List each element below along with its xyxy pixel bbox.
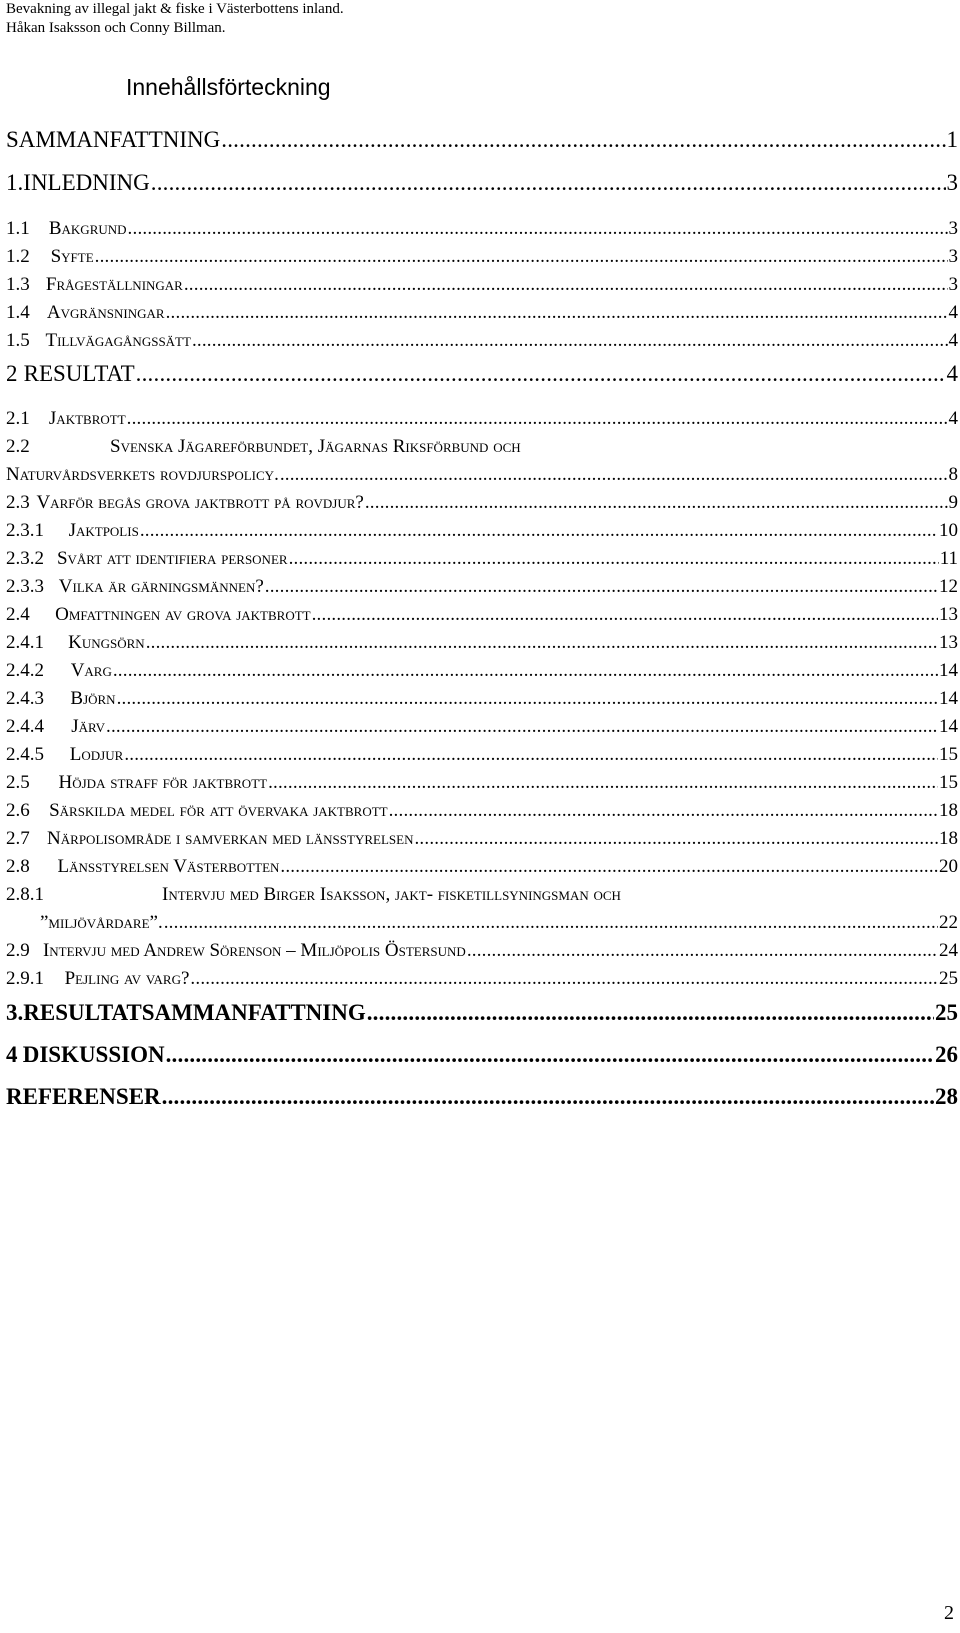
toc-entry[interactable] bbox=[6, 330, 958, 358]
toc-entry-title: RESULTAT bbox=[23, 361, 135, 386]
toc-entry-page: 24 bbox=[939, 940, 958, 961]
toc-entry-page: 14 bbox=[939, 688, 958, 709]
toc-entry-title: Svenska Jägareförbundet, Jägarnas Riksförbund och bbox=[110, 436, 521, 457]
toc-entry[interactable] bbox=[6, 940, 958, 968]
toc-entry-number: 2.4.1 bbox=[6, 632, 44, 653]
toc-entry-number: 2.3.1 bbox=[6, 520, 44, 541]
toc-entry-number: 1. bbox=[6, 170, 24, 195]
toc-entry[interactable] bbox=[6, 436, 958, 464]
toc-entry-number: 1.4 bbox=[6, 302, 30, 323]
dot-leader bbox=[136, 361, 946, 387]
toc-entry-title: Länsstyrelsen Västerbotten bbox=[57, 856, 280, 877]
toc-entry[interactable] bbox=[6, 828, 958, 856]
toc-entry[interactable] bbox=[6, 408, 958, 436]
dot-leader bbox=[95, 246, 948, 268]
toc-entry-number: 2.4.2 bbox=[6, 660, 44, 681]
toc-entry-title: Närpolisområde i samverkan med länsstyrelsen bbox=[47, 828, 414, 849]
toc-entry-title: Höjda straff för jaktbrott bbox=[58, 772, 268, 793]
toc-entry-continuation[interactable] bbox=[6, 464, 958, 492]
toc-entry-page: 14 bbox=[939, 716, 958, 737]
toc-entry-page: 14 bbox=[939, 660, 958, 681]
toc-entry-page: 12 bbox=[939, 576, 958, 597]
toc-entry-title: SAMMANFATTNING bbox=[6, 127, 221, 152]
dot-leader bbox=[265, 576, 938, 598]
toc-entry-title: Kungsörn bbox=[68, 632, 145, 653]
toc-entry-page: 10 bbox=[939, 520, 958, 541]
dot-leader bbox=[192, 330, 948, 352]
running-header-authors: Håkan Isaksson och Conny Billman. bbox=[6, 20, 226, 36]
toc-entry-title: Frågeställningar bbox=[45, 274, 183, 295]
toc-entry-number: 2.5 bbox=[6, 772, 30, 793]
dot-leader bbox=[184, 274, 948, 296]
dot-leader bbox=[127, 408, 948, 430]
toc-entry[interactable] bbox=[6, 548, 958, 576]
toc-entry-title: Särskilda medel för att övervaka jaktbrott bbox=[49, 800, 388, 821]
toc-entry-title: Intervju med Andrew Sörenson – Miljöpolis Östersund bbox=[42, 940, 466, 961]
toc-entry-title: Avgränsningar bbox=[46, 302, 165, 323]
toc-entry[interactable] bbox=[6, 716, 958, 744]
toc-entry[interactable] bbox=[6, 800, 958, 828]
toc-entry-number: 2.8 bbox=[6, 856, 30, 877]
toc-entry-title: Varför begås grova jaktbrott på rovdjur? bbox=[36, 492, 364, 513]
toc-entry-title: Svårt att identifiera personer bbox=[56, 548, 288, 569]
toc-entry-page: 13 bbox=[939, 604, 958, 625]
dot-leader bbox=[140, 520, 938, 542]
toc-entry-title: Lodjur bbox=[69, 744, 124, 765]
dot-leader bbox=[365, 492, 948, 514]
toc-entry-page: 4 bbox=[946, 361, 958, 386]
toc-entry-page: 26 bbox=[935, 1042, 958, 1067]
toc-entry-number: 2.1 bbox=[6, 408, 30, 429]
dot-leader bbox=[106, 716, 938, 738]
dot-leader bbox=[164, 912, 938, 934]
toc-entry[interactable] bbox=[6, 968, 958, 996]
toc-entry-number: 2.3.2 bbox=[6, 548, 44, 569]
toc-entry-number: 2.7 bbox=[6, 828, 30, 849]
toc-entry-page: 3 bbox=[948, 274, 958, 295]
dot-leader bbox=[166, 1042, 934, 1068]
toc-entry-number: 2.6 bbox=[6, 800, 30, 821]
toc-entry-page: 4 bbox=[948, 302, 958, 323]
toc-entry[interactable] bbox=[6, 576, 958, 604]
toc-entry[interactable] bbox=[6, 361, 958, 389]
dot-leader bbox=[113, 660, 938, 682]
toc-entry-number: 2.9.1 bbox=[6, 968, 44, 989]
toc-entry-page: 4 bbox=[948, 330, 958, 351]
toc-entry[interactable] bbox=[6, 660, 958, 688]
toc-entry[interactable] bbox=[6, 884, 958, 912]
toc-entry-continuation[interactable] bbox=[6, 912, 958, 940]
toc-entry-title: Syfte bbox=[50, 246, 94, 267]
toc-entry-title: Pejling av varg? bbox=[64, 968, 190, 989]
dot-leader bbox=[221, 127, 945, 153]
dot-leader bbox=[289, 548, 939, 570]
toc-entry[interactable] bbox=[6, 520, 958, 548]
toc-entry[interactable] bbox=[6, 170, 958, 198]
toc-entry-title: INLEDNING bbox=[23, 170, 150, 195]
dot-leader bbox=[268, 772, 938, 794]
toc-entry[interactable] bbox=[6, 856, 958, 884]
toc-entry-title: Intervju med Birger Isaksson, jakt- fisketillsyningsman och bbox=[162, 884, 621, 905]
dot-leader bbox=[280, 464, 948, 486]
dot-leader bbox=[312, 604, 938, 626]
toc-entry-title: DISKUSSION bbox=[22, 1042, 165, 1067]
toc-entry-title: Järv bbox=[71, 716, 106, 737]
toc-entry-title: Varg bbox=[70, 660, 112, 681]
toc-entry-number: 2.4.3 bbox=[6, 688, 44, 709]
toc-title: Innehållsförteckning bbox=[126, 74, 331, 100]
toc-entry-number: 2.3.3 bbox=[6, 576, 44, 597]
toc-entry-page: 3 bbox=[948, 246, 958, 267]
toc-entry-page: 4 bbox=[948, 408, 958, 429]
toc-entry[interactable] bbox=[6, 772, 958, 800]
toc-entry-title: Björn bbox=[70, 688, 116, 709]
dot-leader bbox=[414, 828, 938, 850]
dot-leader bbox=[367, 1000, 934, 1026]
toc-entry-page: 22 bbox=[939, 912, 958, 933]
toc-entry-number: 1.3 bbox=[6, 274, 30, 295]
dot-leader bbox=[146, 632, 938, 654]
dot-leader bbox=[166, 302, 948, 324]
toc-entry-number: 1.2 bbox=[6, 246, 30, 267]
toc-entry-title: Vilka är gärningsmännen? bbox=[58, 576, 264, 597]
toc-entry[interactable] bbox=[6, 246, 958, 274]
toc-entry-title: Jaktpolis bbox=[68, 520, 139, 541]
toc-entry-page: 11 bbox=[939, 548, 958, 569]
toc-entry-title: Tillvägagångssätt bbox=[45, 330, 191, 351]
toc-entry-page: 18 bbox=[939, 828, 958, 849]
toc-entry-page: 28 bbox=[935, 1084, 958, 1109]
dot-leader bbox=[467, 940, 938, 962]
toc-entry-title: Naturvårdsverkets rovdjurspolicy. bbox=[6, 464, 279, 485]
toc-entry-page: 25 bbox=[939, 968, 958, 989]
toc-entry-number: 2.3 bbox=[6, 492, 30, 513]
toc-entry-title: REFERENSER bbox=[6, 1084, 161, 1109]
toc-entry-page: 15 bbox=[939, 772, 958, 793]
toc-entry-page: 8 bbox=[948, 464, 958, 485]
toc-entry-page: 9 bbox=[948, 492, 958, 513]
toc-entry-number: 4 bbox=[6, 1042, 18, 1067]
dot-leader bbox=[280, 856, 938, 878]
toc-entry[interactable] bbox=[6, 1084, 958, 1112]
toc-entry[interactable] bbox=[6, 1042, 958, 1070]
dot-leader bbox=[128, 218, 948, 240]
toc-entry[interactable] bbox=[6, 218, 958, 246]
toc-entry-number: 2.4 bbox=[6, 604, 30, 625]
toc-entry-page: 18 bbox=[939, 800, 958, 821]
toc-entry[interactable] bbox=[6, 302, 958, 330]
toc-entry-page: 13 bbox=[939, 632, 958, 653]
toc-entry-number: 2.2 bbox=[6, 436, 30, 457]
toc-entry[interactable] bbox=[6, 127, 958, 155]
dot-leader bbox=[190, 968, 938, 990]
toc-entry[interactable] bbox=[6, 274, 958, 302]
toc-entry[interactable] bbox=[6, 744, 958, 772]
toc-entry[interactable] bbox=[6, 492, 958, 520]
toc-entry-page: 3 bbox=[948, 218, 958, 239]
toc-entry[interactable] bbox=[6, 632, 958, 660]
toc-entry-page: 15 bbox=[939, 744, 958, 765]
toc-entry-number: 2.4.4 bbox=[6, 716, 44, 737]
running-header-title: Bevakning av illegal jakt & fiske i Västerbottens inland. bbox=[6, 1, 344, 17]
toc-entry-title: Jaktbrott bbox=[48, 408, 126, 429]
toc-entry-number: 3. bbox=[6, 1000, 24, 1025]
toc-entry-number: 2.9 bbox=[6, 940, 30, 961]
toc-entry-title: ”miljövårdare”. bbox=[40, 912, 163, 933]
dot-leader bbox=[151, 170, 946, 196]
toc-entry[interactable] bbox=[6, 1000, 958, 1028]
dot-leader bbox=[162, 1084, 934, 1110]
page-number: 2 bbox=[944, 1602, 954, 1624]
toc-entry-number: 1.1 bbox=[6, 218, 30, 239]
toc-entry-page: 1 bbox=[946, 127, 958, 152]
toc-entry-page: 20 bbox=[939, 856, 958, 877]
toc-entry[interactable] bbox=[6, 604, 958, 632]
toc-entry-page: 3 bbox=[946, 170, 958, 195]
toc-entry-title: Bakgrund bbox=[48, 218, 127, 239]
toc-entry-number: 2 bbox=[6, 361, 18, 386]
toc-entry-page: 25 bbox=[935, 1000, 958, 1025]
toc-entry-number: 2.8.1 bbox=[6, 884, 44, 905]
dot-leader bbox=[124, 744, 938, 766]
toc-entry-title: RESULTATSAMMANFATTNING bbox=[23, 1000, 366, 1025]
toc-entry-number: 2.4.5 bbox=[6, 744, 44, 765]
toc-entry-title: Omfattningen av grova jaktbrott bbox=[55, 604, 311, 625]
toc-entry[interactable] bbox=[6, 688, 958, 716]
dot-leader bbox=[389, 800, 938, 822]
toc-entry-number: 1.5 bbox=[6, 330, 30, 351]
dot-leader bbox=[117, 688, 938, 710]
